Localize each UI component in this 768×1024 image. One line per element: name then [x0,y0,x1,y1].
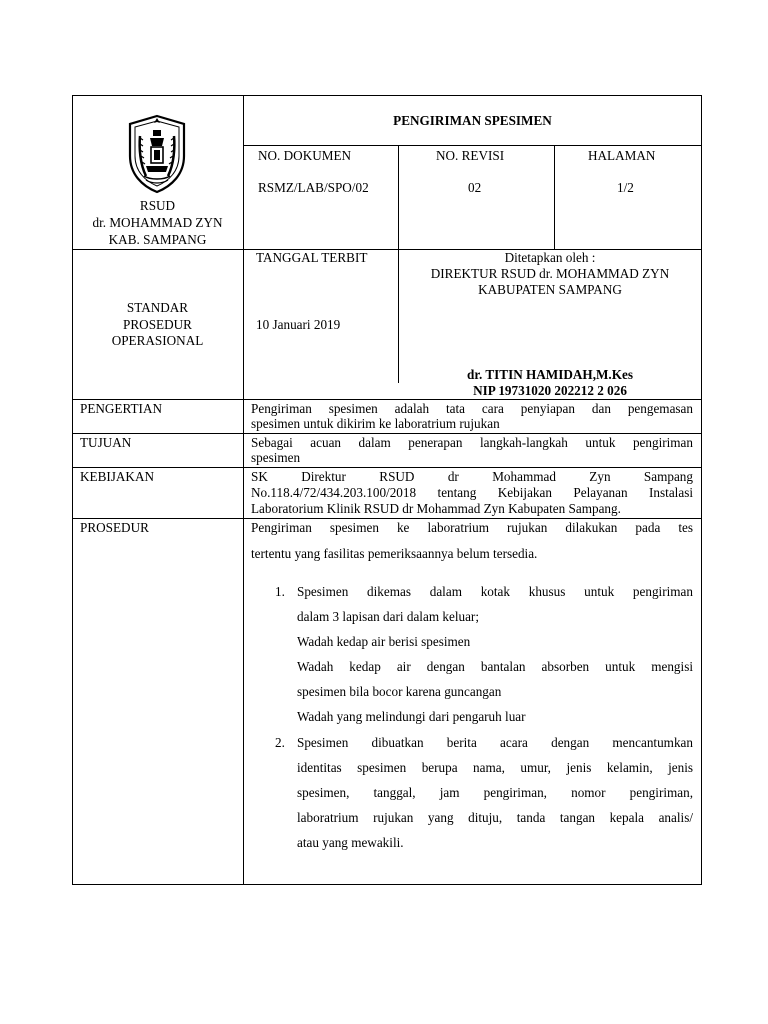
table-border-bottom [72,884,702,885]
step-1-line3: Wadah kedap air berisi spesimen [297,634,471,649]
issue-date-value: 10 Januari 2019 [256,317,341,332]
east-java-emblem-logo [126,114,188,194]
title-row-divider [243,145,702,146]
kebijakan-row-divider [72,518,702,519]
doc-col-divider-2 [554,145,555,249]
tujuan-text-line1: Sebagai acuan dalam penerapan langkah-langkah untuk pengiriman [251,435,693,450]
tujuan-text-line2: spesimen [251,450,301,465]
page-label: HALAMAN [588,148,656,163]
doc-number-label: NO. DOKUMEN [258,148,352,163]
kebijakan-text-line3: Laboratorium Klinik RSUD dr Mohammad Zyn Kabupaten Sampang. [251,501,621,516]
sop-label-line1: STANDAR [126,300,189,315]
kebijakan-text-line1: SK Direktur RSUD dr Mohammad Zyn Sampang [251,469,693,484]
step-2-line1: Spesimen dibuatkan berita acara dengan mencantumkan [297,735,693,750]
step-1-line6: Wadah yang melindungi dari pengaruh luar [297,709,526,724]
pengertian-row-divider [72,433,702,434]
approved-by-line3: KABUPATEN SAMPANG [478,282,622,297]
sop-label-line2: PROSEDUR [123,317,192,332]
step-1-line4: Wadah kedap air dengan bantalan absorben untuk mengisi [297,659,693,674]
tujuan-label: TUJUAN [80,435,132,450]
approved-by-line1: Ditetapkan oleh : [504,250,596,265]
doc-number-value: RSMZ/LAB/SPO/02 [258,180,369,195]
sop-row-divider [72,399,702,400]
table-border-top [72,95,702,96]
revision-label: NO. REVISI [436,148,505,163]
table-border-right [701,95,702,885]
step-2-number: 2. [275,735,285,750]
hospital-name-line1: RSUD [139,198,176,213]
step-1-line2: dalam 3 lapisan dari dalam keluar; [297,609,479,624]
prosedur-intro-line2: tertentu yang fasilitas pemeriksaannya belum tersedia. [251,546,538,561]
hospital-name-line2: dr. MOHAMMAD ZYN [92,215,223,230]
tujuan-row-divider [72,467,702,468]
signatory-name: dr. TITIN HAMIDAH,M.Kes [467,367,633,382]
step-1-number: 1. [275,584,285,599]
kebijakan-text-line2: No.118.4/72/434.203.100/2018 tentang Kebijakan Pelayanan Instalasi [251,485,693,500]
step-2-line2: identitas spesimen berupa nama, umur, jenis kelamin, jenis [297,760,693,775]
step-2-line4: laboratrium rujukan yang dituju, tanda tangan kepala analis/ [297,810,693,825]
signatory-nip: NIP 19731020 202212 2 026 [473,383,627,398]
prosedur-intro-line1: Pengiriman spesimen ke laboratrium rujukan dilakukan pada tes [251,520,693,535]
pengertian-label: PENGERTIAN [80,401,162,416]
sop-label-line3: OPERASIONAL [111,333,204,348]
step-2-line3: spesimen, tanggal, jam pengiriman, nomor pengiriman, [297,785,693,800]
prosedur-label: PROSEDUR [80,520,149,535]
document-title: PENGIRIMAN SPESIMEN [393,113,552,128]
page-value: 1/2 [617,180,634,195]
revision-value: 02 [468,180,482,195]
pengertian-text-line2: spesimen untuk dikirim ke laboratrium rujukan [251,416,500,431]
step-1-line5: spesimen bila bocor karena guncangan [297,684,502,699]
pengertian-text-line1: Pengiriman spesimen adalah tata cara penyiapan dan pengemasan [251,401,693,416]
kebijakan-label: KEBIJAKAN [80,469,154,484]
table-column-divider [243,95,244,885]
approved-by-line2: DIREKTUR RSUD dr. MOHAMMAD ZYN [430,266,670,281]
hospital-name-line3: KAB. SAMPANG [108,232,207,247]
step-2-line5: atau yang mewakili. [297,835,404,850]
step-1-line1: Spesimen dikemas dalam kotak khusus untuk pengiriman [297,584,693,599]
issue-date-label: TANGGAL TERBIT [256,250,368,265]
